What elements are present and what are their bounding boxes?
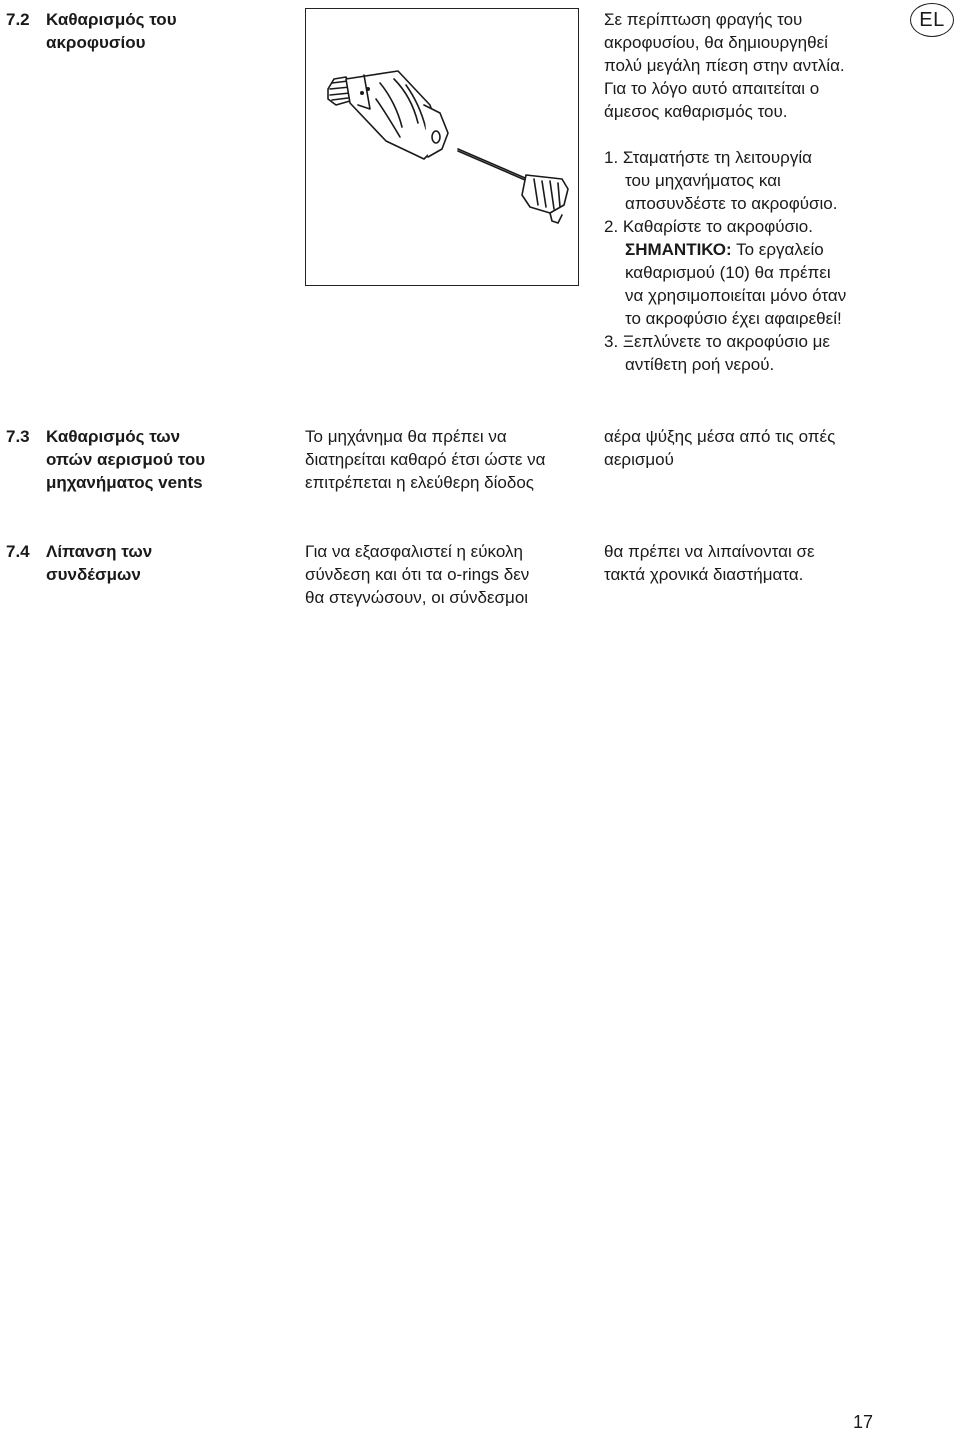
important-label: ΣΗΜΑΝΤΙΚΟ: bbox=[625, 240, 732, 259]
section-title-7-3 bbox=[46, 425, 276, 494]
nozzle-cleaning-illustration bbox=[305, 8, 579, 286]
paragraph-line: επιτρέπεται η ελεύθερη δίοδος bbox=[305, 473, 534, 492]
important-note-line bbox=[604, 238, 846, 261]
paragraph-line: αέρα ψύξης μέσα από τις οπές bbox=[604, 427, 836, 446]
paragraph-line: διατηρείται καθαρό έτσι ώστε να bbox=[305, 450, 546, 469]
section-number-7-2: 7.2 bbox=[6, 10, 30, 29]
paragraph-line: ακροφυσίου, θα δημιουργηθεί bbox=[604, 33, 828, 52]
section-7-3-col3 bbox=[604, 425, 835, 471]
step-line: αποσυνδέστε το ακροφύσιο. bbox=[625, 194, 838, 213]
section-7-2-intro bbox=[604, 8, 845, 123]
paragraph-line: Για να εξασφαλιστεί η εύκολη bbox=[305, 542, 523, 561]
section-title-line: οπών αερισμού του bbox=[46, 450, 206, 469]
section-7-2-steps bbox=[604, 146, 846, 376]
paragraph-line: Το μηχάνημα θα πρέπει να bbox=[305, 427, 507, 446]
paragraph-line: άμεσος καθαρισμός του. bbox=[604, 102, 788, 121]
paragraph-line: Για το λόγο αυτό απαιτείται ο bbox=[604, 79, 820, 98]
section-title-line: Καθαρισμός του bbox=[46, 10, 177, 29]
step-line: αντίθετη ροή νερού. bbox=[625, 355, 775, 374]
section-7-3-col2 bbox=[305, 425, 545, 494]
section-number-7-4: 7.4 bbox=[6, 542, 30, 561]
section-title-line: Καθαρισμός των bbox=[46, 427, 181, 446]
section-number-7-3: 7.3 bbox=[6, 427, 30, 446]
section-7-4-col2 bbox=[305, 540, 529, 609]
paragraph-line: θα στεγνώσουν, οι σύνδεσμοι bbox=[305, 588, 529, 607]
step-line: το ακροφύσιο έχει αφαιρεθεί! bbox=[625, 309, 842, 328]
language-badge: EL bbox=[910, 3, 954, 37]
step-line: καθαρισμού (10) θα πρέπει bbox=[625, 263, 831, 282]
step-line: του μηχανήματος και bbox=[625, 171, 781, 190]
step-line: 1. Σταματήστε τη λειτουργία bbox=[604, 148, 812, 167]
section-title-line: ακροφυσίου bbox=[46, 33, 146, 52]
paragraph-line: αερισμού bbox=[604, 450, 674, 469]
page-number: 17 bbox=[853, 1412, 874, 1432]
section-title-line: μηχανήματος vents bbox=[46, 473, 203, 492]
paragraph-line: θα πρέπει να λιπαίνονται σε bbox=[604, 542, 815, 561]
section-title-line: συνδέσμων bbox=[46, 565, 141, 584]
section-title-7-4 bbox=[46, 540, 276, 586]
paragraph-line: πολύ μεγάλη πίεση στην αντλία. bbox=[604, 56, 845, 75]
nozzle-with-cleaning-tool-icon bbox=[306, 9, 578, 285]
step-line: 2. Καθαρίστε το ακροφύσιο. bbox=[604, 217, 813, 236]
step-line: να χρησιμοποιείται μόνο όταν bbox=[625, 286, 847, 305]
important-text: Το εργαλείο bbox=[731, 240, 824, 259]
section-title-line: Λίπανση των bbox=[46, 542, 153, 561]
section-title-7-2 bbox=[46, 8, 276, 54]
section-7-4-col3 bbox=[604, 540, 815, 586]
step-line: 3. Ξεπλύνετε το ακροφύσιο με bbox=[604, 332, 830, 351]
paragraph-line: τακτά χρονικά διαστήματα. bbox=[604, 565, 804, 584]
paragraph-line: Σε περίπτωση φραγής του bbox=[604, 10, 803, 29]
paragraph-line: σύνδεση και ότι τα o-rings δεν bbox=[305, 565, 530, 584]
